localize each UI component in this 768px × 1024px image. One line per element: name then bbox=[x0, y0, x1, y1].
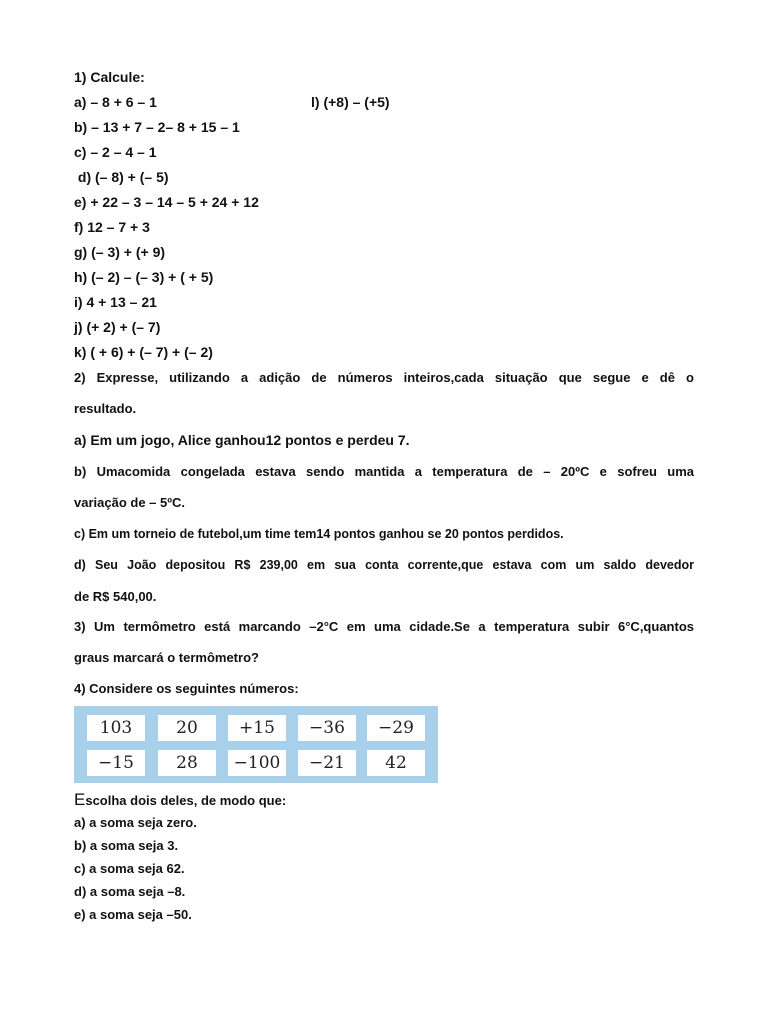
number-cell: −15 bbox=[87, 750, 145, 776]
q1-item-l: l) (+8) – (+5) bbox=[311, 94, 390, 110]
number-cell: +15 bbox=[228, 715, 286, 741]
q3-line1: 3) Um termômetro está marcando –2°C em uma cidade.Se a temperatura subir 6°C,quantos bbox=[74, 619, 694, 634]
q2-item-a: a) Em um jogo, Alice ganhou12 pontos e perdeu 7. bbox=[74, 432, 410, 448]
number-cell: 28 bbox=[158, 750, 216, 776]
number-cell: −100 bbox=[228, 750, 286, 776]
q3-line2: graus marcará o termômetro? bbox=[74, 650, 259, 665]
q2-item-d-line1: d) Seu João depositou R$ 239,00 em sua conta corrente,que estava com um saldo devedor bbox=[74, 558, 694, 572]
number-cell: −29 bbox=[367, 715, 425, 741]
q1-item-c: c) – 2 – 4 – 1 bbox=[74, 144, 157, 160]
q4-item-c: c) a soma seja 62. bbox=[74, 861, 185, 876]
number-cell: −36 bbox=[298, 715, 356, 741]
q4-instruction-initial: E bbox=[74, 790, 86, 809]
q2-item-d-line2: de R$ 540,00. bbox=[74, 589, 157, 604]
q4-item-e: e) a soma seja –50. bbox=[74, 907, 192, 922]
q2-item-c: c) Em um torneio de futebol,um time tem14 pontos ganhou se 20 pontos perdidos. bbox=[74, 527, 564, 541]
q4-title: 4) Considere os seguintes números: bbox=[74, 681, 299, 696]
q1-item-f: f) 12 – 7 + 3 bbox=[74, 219, 150, 235]
q2-intro-line1: 2) Expresse, utilizando a adição de números inteiros,cada situação que segue e dê o bbox=[74, 370, 694, 385]
q4-instruction bbox=[74, 790, 286, 810]
q2-item-b-line2: variação de – 5ºC. bbox=[74, 495, 185, 510]
q1-item-e: e) + 22 – 3 – 14 – 5 + 24 + 12 bbox=[74, 194, 259, 210]
q1-item-b: b) – 13 + 7 – 2– 8 + 15 – 1 bbox=[74, 119, 240, 135]
q1-item-k: k) ( + 6) + (– 7) + (– 2) bbox=[74, 344, 213, 360]
q1-item-d: d) (– 8) + (– 5) bbox=[74, 169, 169, 185]
q4-item-b: b) a soma seja 3. bbox=[74, 838, 179, 853]
numbers-grid bbox=[74, 706, 438, 783]
number-cell: 103 bbox=[87, 715, 145, 741]
q4-item-d: d) a soma seja –8. bbox=[74, 884, 186, 899]
q1-item-a: a) – 8 + 6 – 1 bbox=[74, 94, 157, 110]
number-cell: 42 bbox=[367, 750, 425, 776]
q2-item-b-line1: b) Umacomida congelada estava sendo mantida a temperatura de – 20ºC e sofreu uma bbox=[74, 464, 694, 479]
q2-intro-line2: resultado. bbox=[74, 401, 137, 416]
q4-item-a: a) a soma seja zero. bbox=[74, 815, 197, 830]
number-cell: −21 bbox=[298, 750, 356, 776]
q1-title: 1) Calcule: bbox=[74, 69, 145, 85]
q1-item-i: i) 4 + 13 – 21 bbox=[74, 294, 157, 310]
number-cell: 20 bbox=[158, 715, 216, 741]
q4-instruction-rest: scolha dois deles, de modo que: bbox=[85, 793, 287, 808]
q1-item-j: j) (+ 2) + (– 7) bbox=[74, 319, 161, 335]
q1-item-h: h) (– 2) – (– 3) + ( + 5) bbox=[74, 269, 214, 285]
q1-item-g: g) (– 3) + (+ 9) bbox=[74, 244, 166, 260]
